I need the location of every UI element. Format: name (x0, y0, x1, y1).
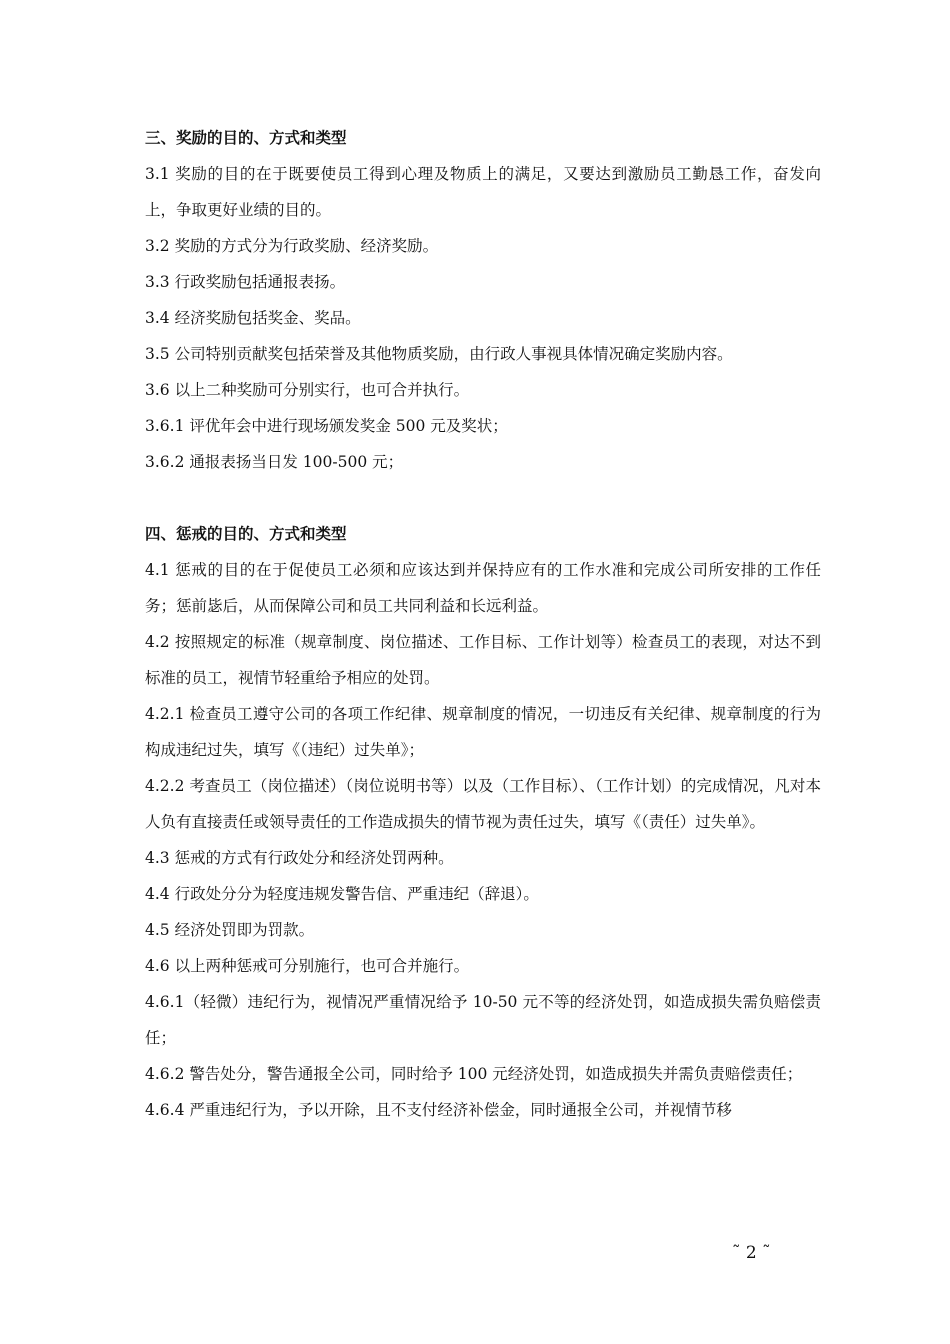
paragraph: 4.1 惩戒的目的在于促使员工必须和应该达到并保持应有的工作水准和完成公司所安排的工作任务；惩前毖后，从而保障公司和员工共同利益和长远利益。 (145, 561, 821, 615)
paragraph: 4.3 惩戒的方式有行政处分和经济处罚两种。 (145, 849, 454, 867)
paragraph: 4.5 经济处罚即为罚款。 (145, 921, 315, 939)
paragraph: 3.4 经济奖励包括奖金、奖品。 (145, 309, 361, 327)
section-rewards (145, 120, 821, 480)
paragraph: 4.6 以上两种惩戒可分别施行，也可合并施行。 (145, 957, 470, 975)
paragraph: 4.6.1（轻微）违纪行为，视情况严重情况给予 10-50 元不等的经济处罚，如造成损失需负赔偿责任； (145, 993, 821, 1047)
section-heading: 三、奖励的目的、方式和类型 (145, 129, 347, 147)
section-heading: 四、惩戒的目的、方式和类型 (145, 525, 347, 543)
paragraph: 4.6.2 警告处分，警告通报全公司，同时给予 100 元经济处罚，如造成损失并需负责赔偿责任； (145, 1065, 803, 1083)
document-page (145, 120, 821, 1128)
paragraph: 3.1 奖励的目的在于既要使员工得到心理及物质上的满足，又要达到激励员工勤恳工作，奋发向上，争取更好业绩的目的。 (145, 165, 821, 219)
paragraph: 3.5 公司特别贡献奖包括荣誉及其他物质奖励，由行政人事视具体情况确定奖励内容。 (145, 345, 733, 363)
paragraph: 4.2 按照规定的标准（规章制度、岗位描述、工作目标、工作计划等）检查员工的表现，对达不到标准的员工，视情节轻重给予相应的处罚。 (145, 633, 821, 687)
page-number: ˜ 2 ˜ (732, 1243, 771, 1263)
paragraph: 4.2.2 考查员工（岗位描述）（岗位说明书等）以及（工作目标）、（工作计划）的完成情况，凡对本人负有直接责任或领导责任的工作造成损失的情节视为责任过失，填写《（责任）过失单》。 (145, 777, 821, 831)
paragraph: 4.4 行政处分分为轻度违规发警告信、严重违纪（辞退）。 (145, 885, 539, 903)
blank-line (145, 480, 821, 516)
paragraph: 4.6.4 严重违纪行为，予以开除，且不支付经济补偿金，同时通报全公司，并视情节移 (145, 1101, 732, 1119)
paragraph: 3.2 奖励的方式分为行政奖励、经济奖励。 (145, 237, 439, 255)
paragraph: 3.6.1 评优年会中进行现场颁发奖金 500 元及奖状； (145, 417, 508, 435)
paragraph: 3.6 以上二种奖励可分别实行，也可合并执行。 (145, 381, 470, 399)
paragraph: 4.2.1 检查员工遵守公司的各项工作纪律、规章制度的情况，一切违反有关纪律、规章制度的行为构成违纪过失，填写《（违纪）过失单》； (145, 705, 821, 759)
paragraph: 3.6.2 通报表扬当日发 100-500 元； (145, 453, 404, 471)
paragraph: 3.3 行政奖励包括通报表扬。 (145, 273, 346, 291)
section-discipline (145, 516, 821, 1128)
